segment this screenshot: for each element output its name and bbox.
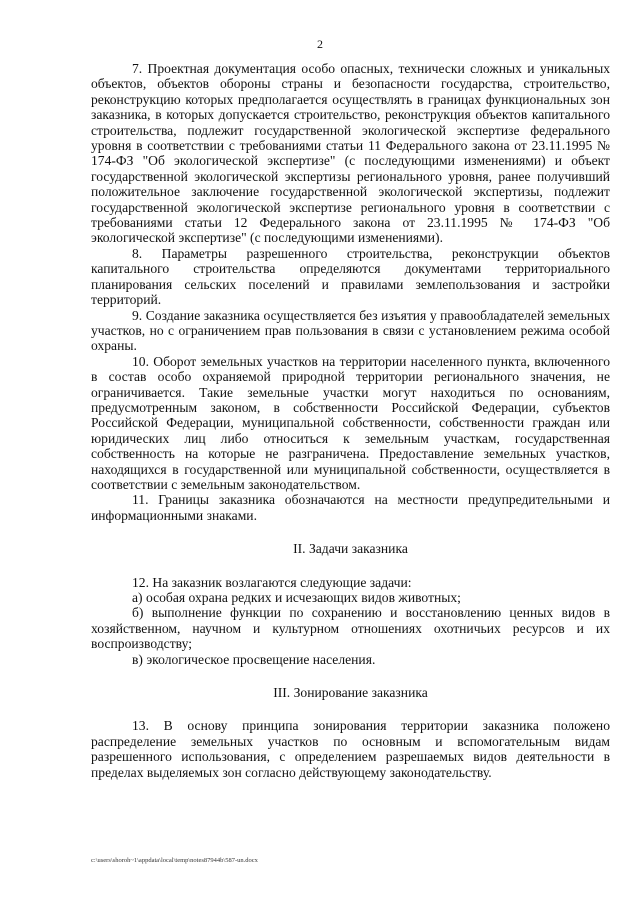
footer-file-path: c:\users\shoroh~1\appdata\local\temp\notes87944b\587-un.docx xyxy=(91,857,258,864)
paragraph-8: 8. Параметры разрешенного строительства, реконструкции объектов капитального строительства определяются документами территориального планирования сельских поселений и правилами землепользования и застройки территорий. xyxy=(91,245,610,308)
paragraph-12-c: в) экологическое просвещение населения. xyxy=(132,651,376,667)
paragraph-12: 12. На заказник возлагаются следующие задачи: xyxy=(132,574,412,590)
paragraph-10: 10. Оборот земельных участков на территории населенного пункта, включенного в состав особо охраняемой природной территории регионального значения, не ограничивается. Такие земельные участки могут находиться по основаниям, предусмотренным законом, в собственности Российской Федерации, субъектов Российской Федерации, муниципальной собственности, собственности граждан или юридических лиц либо относиться к земельным участкам, государственная собственность на которые не разграничена. Предоставление земельных участков, находящихся в государственной или муниципальной собственности, осуществляется в соответствии с земельным законодательством. xyxy=(91,353,610,492)
paragraph-12-a: а) особая охрана редких и исчезающих видов животных; xyxy=(132,590,461,605)
paragraph-11: 11. Границы заказника обозначаются на местности предупредительными и информационными знаками. xyxy=(91,492,610,523)
paragraph-12-b: б) выполнение функции по сохранению и восстановлению ценных видов в хозяйственном, научном и культурном отношениях охотничьих ресурсов и их воспроизводству; xyxy=(91,605,610,652)
document-body xyxy=(91,61,610,780)
page-number: 2 xyxy=(317,37,323,51)
paragraph-13: 13. В основу принципа зонирования территории заказника положено распределение земельных участков по основным и вспомогательным видам разрешенного использования, с определением разрешаемых видов деятельности в пределах выделяемых зон согласно действующему законодательству. xyxy=(91,718,610,780)
section-heading-zoning: III. Зонирование заказника xyxy=(273,685,428,701)
section-heading-tasks: II. Задачи заказника xyxy=(293,541,408,557)
paragraph-7: 7. Проектная документация особо опасных, технически сложных и уникальных объектов, объектов обороны страны и безопасности государства, строительство, реконструкцию которых предполагается осуществлять в границах функциональных зон заказника, в которых допускается строительство, реконструкция объектов капитального строительства, подлежит государственной экологической экспертизе федерального уровня в соответствии с требованиями статьи 11 Федерального закона от 23.11.1995 № 174-ФЗ "Об экологической экспертизе" (с последующими изменениями) и объект государственной экологической экспертизы регионального уровня, ранее получивший положительное заключение государственной экологической экспертизы, подлежит государственной экологической экспертизе регионального уровня в соответствии с требованиями статьи 12 Федерального закона от 23.11.1995 № 174-ФЗ "Об экологической экспертизе" (с последующими изменениями). xyxy=(91,61,610,246)
paragraph-9: 9. Создание заказника осуществляется без изъятия у правообладателей земельных участков, но с ограничением прав пользования в связи с установлением режима особой охраны. xyxy=(91,307,610,354)
